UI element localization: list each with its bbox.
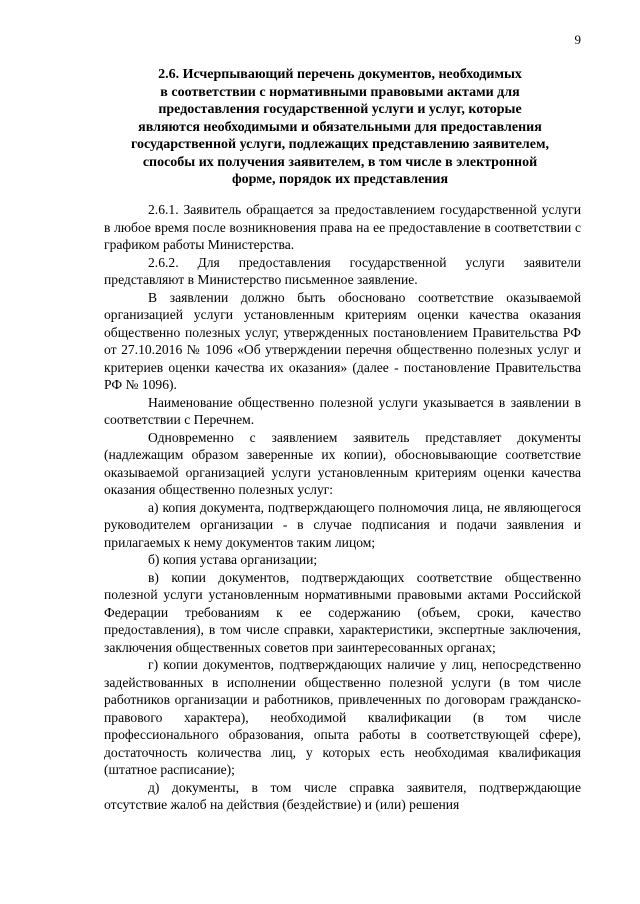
list-item-d: д) документы, в том числе справка заявителя, подтверждающие отсутствие жалоб на действия (бездействие) и (или) решения <box>104 779 581 812</box>
list-item-a: а) копия документа, подтверждающего полномочия лица, не являющегося руководителем организации - в случае подписания и подачи заявления и прилагаемых к нему документов таким лицом; <box>104 499 581 550</box>
paragraph-service-name: Наименование общественно полезной услуги указывается в заявлении в соответствии с Перечнем. <box>104 394 581 427</box>
heading-line: 2.6. Исчерпывающий перечень документов, необходимых <box>158 67 522 82</box>
document-body <box>104 201 581 814</box>
list-item-v: в) копии документов, подтверждающих соответствие общественно полезной услуги установленным нормативными правовыми актами Российской Федерации требованиям к ее содержанию (объем, сроки, качество предоставления), в том числе справки, характеристики, экспертные заключения, заключения общественных советов при заинтересованных органах; <box>104 569 581 655</box>
paragraph-application-justification: В заявлении должно быть обосновано соответствие оказываемой организацией услуги установленным критериям оценки качества оказания общественно полезных услуг, утвержденных постановлением Правительства РФ от 27.10.2016 № 1096 «Об утверждении перечня общественно полезных услуг и критериев оценки качества их оказания» (далее - постановление Правительства РФ № 1096). <box>104 289 581 392</box>
paragraph-documents-intro: Одновременно с заявлением заявитель представляет документы (надлежащим образом заверенные их копии), обосновывающие соответствие оказываемой организацией услуги установленным критериям оценки качества оказания общественно полезных услуг: <box>104 429 581 497</box>
heading-line: государственной услуги, подлежащих представлению заявителем, <box>130 137 550 152</box>
heading-line: способы их получения заявителем, в том числе в электронной <box>142 154 538 170</box>
paragraph-2-6-2: 2.6.2. Для предоставления государственной услуги заявители представляют в Министерство письменное заявление. <box>104 254 581 287</box>
heading-line: предоставления государственной услуги и услуг, которые <box>158 102 522 117</box>
heading-line: форме, порядок их представления <box>231 172 449 187</box>
list-item-g: г) копии документов, подтверждающих наличие у лиц, непосредственно задействованных в исполнении общественно полезной услуги (в том числе работников организации и работников, привлеченных по договорам гражданско-правового характера), необходимой квалификации (в том числе профессионального образования, опыта работы в соответствующей сфере), достаточность количества лиц, у которых есть необходимая квалификация (штатное расписание); <box>104 657 581 777</box>
paragraph-2-6-1: 2.6.1. Заявитель обращается за предоставлением государственной услуги в любое время после возникновения права на ее предоставление в соответствии с графиком работы Министерства. <box>104 202 581 252</box>
heading-line: в соответствии с нормативными правовыми актами для <box>160 84 520 100</box>
section-heading <box>100 66 580 189</box>
heading-line: являются необходимыми и обязательными для предоставления <box>138 119 542 135</box>
list-item-b: б) копия устава организации; <box>148 552 318 567</box>
page-number: 9 <box>574 32 581 47</box>
